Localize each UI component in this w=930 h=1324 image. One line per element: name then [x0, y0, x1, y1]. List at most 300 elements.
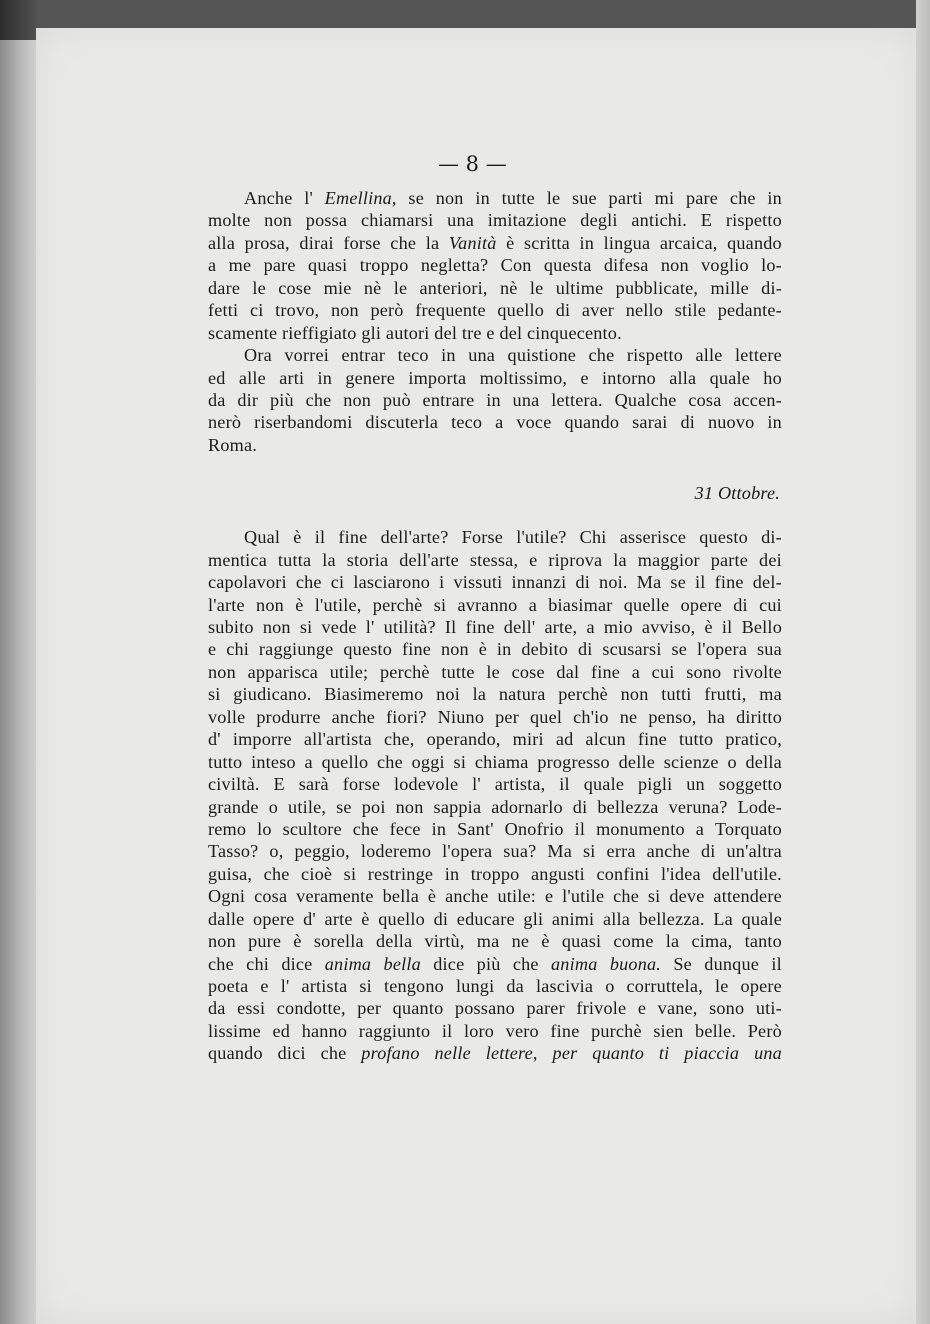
word: dal: [556, 661, 580, 682]
word: ch'io: [573, 706, 609, 727]
word: si: [583, 841, 596, 862]
word: che: [320, 1043, 347, 1064]
text-line: [208, 840, 782, 862]
word: non: [256, 594, 284, 615]
word: arcaica,: [659, 232, 718, 253]
word: alle: [238, 367, 266, 388]
word: ed: [272, 1020, 291, 1041]
word: è: [541, 931, 550, 952]
word: la: [472, 684, 487, 705]
word: un'altra: [726, 841, 782, 862]
word: Bello: [741, 617, 782, 637]
word: lingua: [603, 232, 651, 253]
word: mie: [323, 277, 352, 298]
word: sarai: [632, 412, 668, 433]
word: Chi: [579, 527, 607, 548]
word: nè: [499, 277, 518, 298]
word: purchè: [591, 1020, 642, 1041]
word: non: [208, 661, 236, 682]
word: alla: [669, 367, 697, 388]
word: questo: [699, 527, 748, 548]
word: più: [476, 953, 501, 974]
word: all'artista: [303, 729, 372, 750]
word: anche: [331, 706, 376, 727]
word: può: [382, 389, 411, 410]
text-line: [208, 594, 782, 616]
word: fine: [550, 1020, 580, 1041]
word: quanto: [592, 1043, 645, 1064]
word: lo-: [761, 255, 782, 276]
text-line: [208, 953, 782, 975]
text-line: [208, 389, 782, 411]
word: non: [440, 639, 469, 660]
word: fine: [465, 617, 495, 637]
word: pigli: [638, 774, 673, 795]
word: il: [559, 774, 570, 795]
word: una: [447, 210, 475, 231]
word: ad: [555, 729, 574, 750]
text-line: [208, 434, 782, 456]
word: Qual: [244, 527, 281, 548]
text-line: [208, 367, 782, 389]
word: produrre: [256, 706, 321, 727]
word: guisa,: [208, 863, 253, 884]
word: angusti: [531, 863, 585, 884]
word: pure: [248, 931, 282, 952]
word: nelle: [434, 1043, 471, 1064]
word: lettere,: [485, 1043, 538, 1064]
word: buona.: [609, 953, 662, 974]
word: che: [295, 572, 322, 593]
word: l'opera: [696, 639, 748, 660]
word: d': [303, 908, 316, 929]
word: sono: [709, 998, 745, 1019]
word: l': [304, 188, 313, 208]
word: l': [365, 617, 375, 637]
word: Ogni: [208, 886, 246, 907]
word: l': [472, 774, 481, 795]
word: noi.: [599, 572, 628, 593]
word: dice: [433, 953, 465, 974]
word: lungi: [455, 976, 495, 996]
word: voglio: [701, 255, 749, 276]
word: non: [343, 389, 372, 410]
word: Onofrio: [504, 818, 564, 839]
word: sue: [571, 188, 597, 208]
word: e: [486, 322, 495, 343]
word: storia: [346, 549, 389, 570]
text-line: [208, 411, 782, 433]
word: o: [727, 751, 737, 772]
word: dalle: [208, 908, 245, 929]
word: di: [577, 639, 593, 660]
word: che: [208, 953, 234, 974]
word: parte: [710, 549, 749, 570]
word: l': [280, 976, 290, 996]
word: Tasso?: [208, 841, 259, 862]
word: si: [343, 863, 357, 884]
word: difesa: [603, 255, 649, 276]
word: apparisca: [247, 661, 319, 682]
word: remo: [208, 818, 247, 839]
word: cosa: [688, 389, 722, 410]
word: dunque: [704, 953, 760, 974]
word: il: [314, 527, 326, 548]
word: cui: [651, 661, 675, 682]
word: degli: [580, 210, 618, 231]
word: bellezza.: [638, 908, 705, 929]
word: non: [208, 931, 236, 952]
word: rieffigiato: [282, 322, 357, 343]
word: ultime: [555, 277, 604, 298]
word: dirai: [299, 232, 334, 253]
word: condotte,: [276, 998, 346, 1019]
word: Lode-: [737, 796, 782, 817]
word: utilità?: [383, 617, 436, 637]
text-line: [208, 254, 782, 276]
word: quale: [741, 908, 782, 929]
word: più: [269, 389, 294, 410]
word: rivolte: [733, 661, 782, 682]
word: piaccia: [684, 1043, 740, 1064]
word: adornarlo: [491, 796, 563, 817]
word: il: [441, 1020, 453, 1041]
word: E: [700, 210, 713, 231]
word: noi: [436, 684, 460, 705]
word: che: [588, 345, 615, 366]
word: oggi: [411, 751, 445, 772]
word: dir: [237, 389, 259, 410]
word: è: [293, 931, 302, 952]
word: è: [506, 232, 515, 253]
word: si: [208, 684, 221, 705]
word: poi: [361, 796, 386, 817]
text-line: [208, 661, 782, 683]
word: entrar: [341, 345, 386, 366]
word: lo: [257, 818, 272, 839]
letter-body: [208, 526, 782, 1065]
word: anteriori,: [419, 277, 488, 298]
word: fine: [590, 661, 621, 682]
word: quale: [583, 774, 625, 795]
word: mio: [603, 617, 633, 637]
word: da: [506, 976, 524, 996]
word: non: [264, 210, 293, 231]
word: non: [660, 255, 689, 276]
word: alle: [695, 345, 723, 366]
word: ha: [707, 706, 726, 727]
text-line: [208, 975, 782, 997]
letter-date: 31 Ottobre.: [694, 483, 780, 504]
word: di: [700, 841, 716, 862]
word: loro: [463, 1020, 495, 1041]
word: asserisce: [619, 527, 687, 548]
word: il: [574, 818, 586, 839]
word: le: [393, 277, 408, 298]
word: fine: [401, 639, 432, 660]
word: questo: [343, 639, 393, 660]
word: lascivia: [536, 976, 594, 996]
word: chi: [226, 639, 250, 660]
word: opere: [680, 594, 723, 615]
word: che: [729, 188, 756, 208]
word: stessa,: [469, 549, 519, 570]
word: in: [441, 345, 456, 366]
word: tanto: [744, 931, 782, 952]
word: pedante-: [717, 300, 782, 321]
word: di-: [761, 277, 782, 298]
word: in: [579, 232, 594, 253]
word: quello: [321, 751, 369, 772]
page-body: [208, 187, 782, 1065]
word: si: [433, 594, 447, 615]
word: i: [439, 572, 445, 593]
word: il: [695, 572, 706, 593]
word: alcun: [585, 729, 626, 750]
word: bella: [383, 953, 421, 974]
word: veramente: [296, 886, 374, 907]
word: antichi.: [631, 210, 688, 231]
word: anima: [551, 953, 598, 974]
word: utile:: [497, 886, 537, 907]
word: frivole: [576, 998, 627, 1019]
paragraph-1: [208, 187, 782, 344]
word: sorella: [313, 931, 364, 952]
word: in: [767, 412, 782, 433]
word: è: [295, 594, 304, 615]
word: si: [647, 886, 661, 907]
word: attendere: [713, 886, 782, 907]
word: vede: [321, 617, 357, 637]
word: bellezza: [597, 796, 659, 817]
word: sien: [653, 1020, 684, 1041]
word: pare: [263, 255, 296, 276]
word: o,: [269, 841, 284, 862]
word: si: [453, 751, 467, 772]
word: utile,: [288, 796, 327, 817]
word: scienze: [663, 751, 719, 772]
text-line: [208, 930, 782, 952]
word: voce: [516, 412, 552, 433]
word: loderemo: [360, 841, 432, 862]
word: imporre: [232, 729, 292, 750]
word: alla: [602, 908, 631, 929]
word: imitazione: [487, 210, 567, 231]
word: vero: [505, 1020, 539, 1041]
word: scamente: [208, 322, 278, 343]
word: se: [336, 796, 352, 817]
word: vane,: [657, 998, 698, 1019]
word: quelle: [623, 594, 670, 615]
word: tre: [461, 322, 482, 343]
word: troppo: [470, 863, 520, 884]
word: fiori?: [386, 706, 427, 727]
word: le: [529, 277, 544, 298]
text-line: [208, 526, 782, 548]
text-line: [208, 322, 782, 344]
word: perchè: [372, 594, 423, 615]
word: le: [252, 277, 266, 298]
text-line: [208, 638, 782, 660]
word: aver: [581, 300, 615, 321]
word: deve: [669, 886, 705, 907]
word: della: [745, 751, 782, 772]
word: per: [357, 998, 382, 1019]
word: sua?: [503, 841, 537, 862]
text-line: [208, 209, 782, 231]
word: sua: [757, 639, 782, 660]
word: perchè: [558, 684, 608, 705]
word: cose: [278, 277, 312, 298]
word: l'arte: [208, 594, 245, 615]
word: autori: [385, 322, 430, 343]
word: ma: [476, 931, 500, 952]
word: riprova: [548, 549, 603, 570]
word: Vanità: [448, 232, 497, 253]
word: scultore: [282, 818, 342, 839]
word: nerò: [208, 412, 242, 433]
word: ti: [658, 1043, 670, 1064]
word: quel: [529, 706, 563, 727]
word: a: [631, 661, 640, 682]
word: tutto: [208, 751, 243, 772]
word: quando: [208, 1043, 263, 1064]
word: del: [434, 322, 458, 343]
word: moltissimo,: [479, 367, 568, 388]
word: del-: [752, 572, 782, 593]
word: la: [613, 549, 627, 570]
word: l'utile: [562, 886, 605, 907]
word: discuterla: [365, 412, 439, 433]
word: l'opera: [442, 841, 493, 862]
word: forse: [342, 774, 381, 795]
word: arti: [279, 367, 305, 388]
word: lettera.: [551, 389, 603, 410]
word: che: [377, 751, 403, 772]
word: fetti: [208, 300, 239, 321]
word: veruna?: [668, 796, 728, 817]
word: tutte: [501, 188, 535, 208]
word: prosa,: [244, 232, 290, 253]
word: grande: [208, 796, 259, 817]
text-line: [208, 908, 782, 930]
word: a: [695, 818, 705, 839]
word: Niuno: [437, 706, 485, 727]
word: artista,: [494, 774, 546, 795]
word: restringe: [367, 863, 434, 884]
word: uti-: [755, 998, 782, 1019]
word: ci: [330, 572, 345, 593]
word: operando,: [426, 729, 501, 750]
word: alla: [208, 232, 236, 253]
word: artista: [301, 976, 348, 996]
word: Se: [673, 953, 692, 974]
word: lodevole: [394, 774, 459, 795]
word: biasimar: [548, 594, 613, 615]
word: ne: [511, 931, 530, 952]
word: civiltà.: [208, 774, 260, 795]
word: nuovo: [707, 412, 755, 433]
word: lettere: [735, 345, 782, 366]
word: di: [733, 594, 748, 615]
word: corruttela,: [626, 976, 703, 996]
word: è: [293, 527, 302, 548]
word: Biasimeremo: [324, 684, 424, 705]
word: nello: [625, 300, 664, 321]
word: quando: [727, 232, 782, 253]
word: Sant': [457, 818, 494, 839]
word: hanno: [301, 1020, 348, 1041]
word: quasi: [561, 931, 602, 952]
word: da: [208, 998, 226, 1019]
word: riserbandomi: [254, 412, 353, 433]
word: opere: [253, 908, 295, 929]
text-line: [208, 683, 782, 705]
word: è: [361, 908, 370, 929]
word: raggiunge: [258, 639, 334, 660]
word: frutti,: [704, 684, 747, 705]
word: quistione: [507, 345, 577, 366]
word: il: [771, 953, 782, 974]
word: intorno: [602, 367, 656, 388]
word: confini: [596, 863, 650, 884]
word: a: [528, 594, 537, 615]
word: inteso: [251, 751, 296, 772]
word: quando: [564, 412, 620, 433]
word: miri: [512, 729, 544, 750]
word: fece: [389, 818, 421, 839]
word: lasciarono: [353, 572, 431, 593]
word: ho: [763, 367, 782, 388]
word: profano: [361, 1043, 420, 1064]
word: chiamarsi: [360, 210, 434, 231]
word: teco: [451, 412, 483, 433]
word: perchè: [380, 661, 430, 682]
word: bella: [382, 886, 419, 907]
text-line: [208, 1042, 782, 1064]
word: fine: [637, 729, 667, 750]
word: che: [305, 389, 332, 410]
word: dice: [281, 953, 313, 974]
word: una: [468, 345, 496, 366]
word: che: [352, 818, 379, 839]
word: scusarsi: [602, 639, 662, 660]
text-line: [208, 616, 782, 638]
word: vorrei: [284, 345, 329, 366]
word: maggior: [637, 549, 700, 570]
word: e: [260, 976, 269, 996]
word: a: [586, 617, 595, 637]
word: innanzi: [511, 572, 567, 593]
text-line: [208, 796, 782, 818]
word: una: [512, 389, 540, 410]
word: fine: [714, 572, 744, 593]
word: di: [433, 908, 449, 929]
word: ne: [619, 706, 638, 727]
word: giudicano.: [233, 684, 312, 705]
word: è: [427, 886, 437, 907]
word: e: [208, 639, 217, 660]
word: rispetto: [626, 345, 684, 366]
word: dell'arte?: [380, 527, 449, 548]
text-line: [208, 344, 782, 366]
word: sappia: [433, 796, 482, 817]
word: la: [425, 232, 440, 253]
word: e: [529, 549, 538, 570]
word: Con: [500, 255, 532, 276]
word: Ma: [547, 841, 573, 862]
word: mille: [710, 277, 749, 298]
